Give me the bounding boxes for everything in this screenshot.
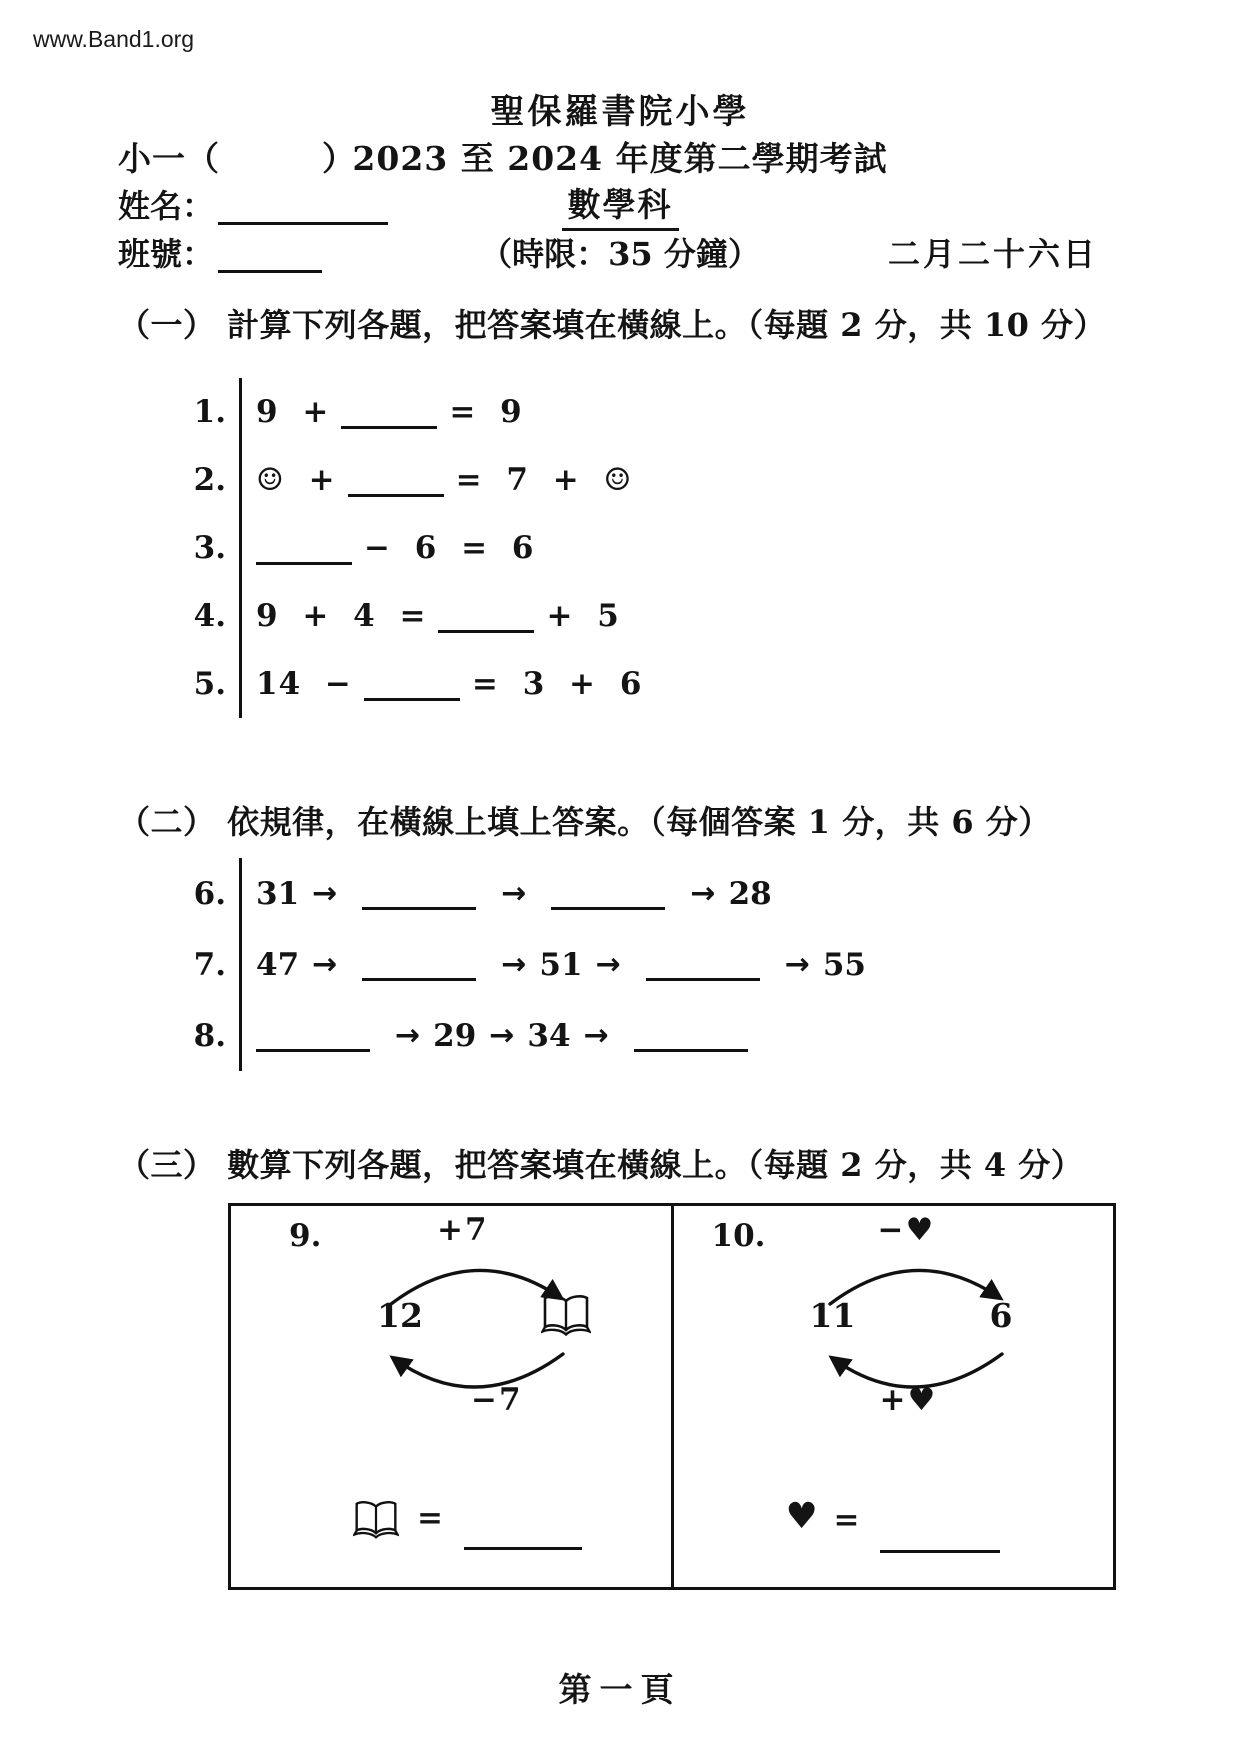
question-text: = 3 + 6 xyxy=(471,666,643,702)
exam-title: 2023 至 2024 年度第二學期考試 xyxy=(352,139,888,178)
arrow-right-icon: → xyxy=(501,947,527,982)
bottom-operation: +♥ xyxy=(879,1382,938,1418)
pattern-number: 31 xyxy=(256,875,300,912)
subject-row xyxy=(0,179,1240,226)
question-text: = 9 xyxy=(449,394,523,430)
arrow-right-icon: → xyxy=(489,1018,515,1053)
answer-blank[interactable] xyxy=(646,948,760,981)
question-text: ☺ + xyxy=(256,462,336,498)
arrow-right-icon: → xyxy=(501,876,527,911)
exam-date: 二月二十六日 xyxy=(888,235,1099,273)
arrow-right-icon: → xyxy=(595,947,621,982)
answer-blank[interactable] xyxy=(256,1019,370,1052)
watermark-text: www.Band1.org xyxy=(33,26,195,52)
question-text: + 5 xyxy=(546,598,620,634)
question-row-3 xyxy=(168,514,642,582)
question-text: = 7 + ☺ xyxy=(455,462,633,498)
pattern-number: 29 xyxy=(433,1017,477,1054)
heart-icon: ♥ xyxy=(785,1496,818,1537)
question-row-8 xyxy=(168,1000,866,1071)
arrow-right-icon: → xyxy=(312,876,338,911)
section3-heading: （三） 數算下列各題，把答案填在橫線上。（每題 2 分，共 4 分） xyxy=(118,1146,1084,1184)
bottom-operation: −7 xyxy=(471,1382,523,1418)
question-number: 7. xyxy=(193,946,226,983)
answer-blank[interactable] xyxy=(880,1550,1000,1553)
answer-blank[interactable] xyxy=(364,668,460,701)
time-limit: （時限：35 分鐘） xyxy=(480,235,760,273)
pattern-number: 51 xyxy=(539,946,583,983)
page-footer: 第一頁 xyxy=(558,1670,682,1709)
left-value: 11 xyxy=(809,1296,856,1335)
question-row-7 xyxy=(168,929,866,1000)
question-9-cell xyxy=(231,1206,671,1587)
answer-blank[interactable] xyxy=(634,1019,748,1052)
answer-blank[interactable] xyxy=(464,1547,582,1550)
subject-title: 數學科 xyxy=(562,185,679,231)
question-number: 9. xyxy=(289,1218,322,1254)
answer-blank[interactable] xyxy=(438,600,534,633)
question-number: 4. xyxy=(193,598,226,634)
question-number: 1. xyxy=(193,394,226,430)
question-row-4 xyxy=(168,582,642,650)
question-number: 2. xyxy=(193,462,226,498)
school-name: 聖保羅書院小學 xyxy=(490,92,750,132)
answer-blank[interactable] xyxy=(256,532,352,565)
question-text: 14 − xyxy=(256,666,352,702)
open-book-icon xyxy=(353,1498,399,1539)
pattern-number: 55 xyxy=(822,946,866,983)
class-number-label: 班號： xyxy=(118,235,215,273)
arrow-right-icon: → xyxy=(690,876,716,911)
pattern-number: 34 xyxy=(527,1017,571,1054)
name-label: 姓名： xyxy=(118,187,215,225)
question-number: 6. xyxy=(193,875,226,912)
arrow-right-icon: → xyxy=(784,947,810,982)
section1-questions xyxy=(168,378,642,718)
question-text: − 6 = 6 xyxy=(364,530,535,566)
equals-sign: = xyxy=(417,1500,443,1536)
question-number: 5. xyxy=(193,666,226,702)
equals-sign: = xyxy=(833,1502,860,1538)
question-row-2 xyxy=(168,446,642,514)
arrow-right-icon: → xyxy=(395,1018,421,1053)
question-number: 3. xyxy=(193,530,226,566)
pattern-number: 28 xyxy=(728,875,772,912)
answer-blank[interactable] xyxy=(362,948,476,981)
question-text: 9 + 4 = xyxy=(256,598,427,634)
right-value: 6 xyxy=(989,1296,1013,1335)
top-operation: −♥ xyxy=(877,1212,936,1248)
arrow-right-icon: → xyxy=(312,947,338,982)
answer-blank[interactable] xyxy=(362,877,476,910)
section1-heading: （一） 計算下列各題，把答案填在橫線上。（每題 2 分，共 10 分） xyxy=(118,306,1107,344)
answer-blank[interactable] xyxy=(341,396,437,429)
section2-heading: （二） 依規律，在橫線上填上答案。（每個答案 1 分，共 6 分） xyxy=(118,803,1051,841)
question-row-6 xyxy=(168,858,866,929)
top-operation: +7 xyxy=(437,1212,489,1248)
question-10-cell xyxy=(671,1206,1114,1587)
question-row-1 xyxy=(168,378,642,446)
question-row-5 xyxy=(168,650,642,718)
section2-questions xyxy=(168,858,866,1071)
pattern-number: 47 xyxy=(256,946,300,983)
question-number: 8. xyxy=(193,1017,226,1054)
answer-blank[interactable] xyxy=(551,877,665,910)
answer-blank[interactable] xyxy=(348,464,444,497)
arrow-right-icon: → xyxy=(583,1018,609,1053)
section3-box xyxy=(228,1203,1116,1590)
class-field: 小一（ ） xyxy=(118,139,356,178)
left-value: 12 xyxy=(377,1296,423,1335)
cycle-arrows-icon xyxy=(231,1206,672,1593)
question-number: 10. xyxy=(711,1218,766,1254)
question-text: 9 + xyxy=(256,394,330,430)
open-book-icon xyxy=(541,1292,591,1336)
